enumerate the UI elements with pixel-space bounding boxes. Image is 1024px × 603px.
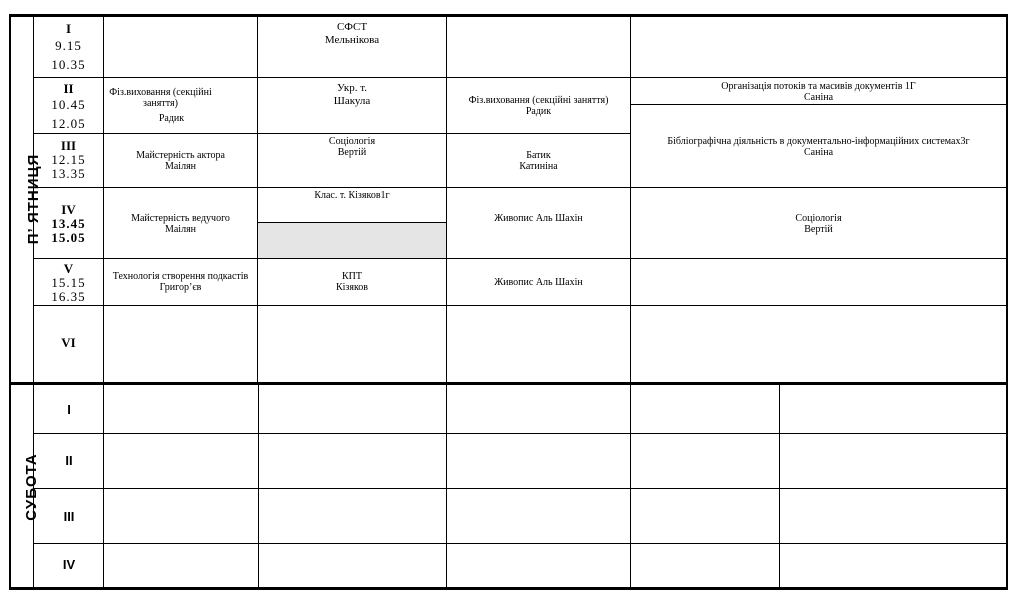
lesson-subject: Фіз.виховання (секційні заняття) (468, 95, 609, 106)
day-label-saturday: СУБОТА (23, 453, 40, 521)
lesson-subject: Технологія створення подкастів (112, 271, 249, 282)
lesson-teacher: Шакула (333, 95, 371, 107)
lesson-cell (447, 277, 630, 288)
period-end: 12.05 (51, 116, 86, 131)
lesson-subject: Бібліографічна діяльність в документально-інформаційних системах3г (667, 136, 970, 147)
lesson-cell (104, 87, 257, 109)
lesson-teacher: Маілян (164, 161, 197, 172)
lesson-teacher: Саніна (803, 147, 834, 158)
period-1 (34, 22, 103, 72)
lesson-cell (258, 271, 446, 293)
period-start: 9.15 (55, 38, 82, 53)
lesson-subject-cont: заняття) (143, 98, 178, 109)
lesson-cell (447, 213, 630, 224)
lesson-subject: Клас. т. Кізяков1г (314, 190, 390, 201)
lesson-teacher: Маілян (164, 224, 197, 235)
lesson-subject: Соціологія (328, 136, 376, 147)
lesson-cell (631, 81, 1006, 103)
lesson-teacher: Кізяков (335, 282, 369, 293)
saturday-period-4: IV (62, 557, 76, 572)
period-number: VI (61, 335, 76, 350)
lesson-subject: Укр. т. (337, 82, 367, 94)
period-number: I (65, 21, 72, 36)
period-end: 15.05 (51, 230, 86, 245)
period-end: 10.35 (51, 57, 86, 72)
day-label-friday: П’ ЯТНИЦЯ (25, 153, 42, 245)
lesson-teacher: Вертій (804, 224, 833, 235)
lesson-cell (447, 95, 630, 117)
period-5 (34, 262, 103, 304)
period-start: 13.45 (51, 216, 86, 231)
period-4 (34, 203, 103, 245)
lesson-teacher: Радик (158, 113, 185, 124)
lesson-cell (104, 150, 257, 172)
lesson-cell (631, 136, 1006, 158)
period-start: 12.15 (51, 152, 86, 167)
period-3 (34, 139, 103, 181)
lesson-teacher: Мельнікова (324, 34, 380, 46)
lesson-subject: Фіз.виховання (секційні (109, 87, 212, 98)
lesson-subject: Соціологія (795, 213, 842, 224)
lesson-teacher: Вертій (337, 147, 367, 158)
period-number: IV (61, 202, 76, 217)
lesson-teacher: Саніна (803, 92, 834, 103)
lesson-teacher: Радик (525, 106, 552, 117)
period-end: 16.35 (51, 289, 86, 304)
period-start: 10.45 (51, 97, 86, 112)
lesson-subject: Живопис Аль Шахін (494, 213, 583, 224)
lesson-teacher-cell (104, 113, 257, 124)
lesson-cell (104, 271, 257, 293)
lesson-subject: КПТ (342, 271, 362, 282)
lesson-cell (447, 150, 630, 172)
lesson-subject: Майстерність актора (136, 150, 225, 161)
period-number: II (63, 81, 74, 96)
period-end: 13.35 (51, 166, 86, 181)
lesson-subject: Майстерність ведучого (131, 213, 230, 224)
lesson-cell (258, 82, 446, 108)
empty-grey-cell (258, 223, 446, 258)
period-start: 15.15 (51, 275, 86, 290)
period-number: V (63, 261, 74, 276)
lesson-cell (104, 213, 257, 235)
lesson-subject: Батик (526, 150, 551, 161)
lesson-cell (258, 190, 446, 201)
lesson-cell (631, 213, 1006, 235)
saturday-period-1: I (67, 402, 71, 417)
period-6 (34, 336, 103, 350)
period-number: III (60, 138, 77, 153)
saturday-period-3: III (63, 509, 75, 524)
lesson-subject: Живопис Аль Шахін (494, 277, 583, 288)
period-2 (34, 82, 103, 131)
lesson-teacher: Григор’єв (159, 282, 202, 293)
lesson-cell (258, 21, 446, 47)
lesson-teacher: Катиніна (519, 161, 558, 172)
lesson-subject: Організація потоків та масивів документів 1Г (721, 81, 916, 92)
lesson-subject: СФСТ (336, 21, 368, 33)
lesson-cell (258, 136, 446, 158)
saturday-period-2: II (65, 453, 73, 468)
